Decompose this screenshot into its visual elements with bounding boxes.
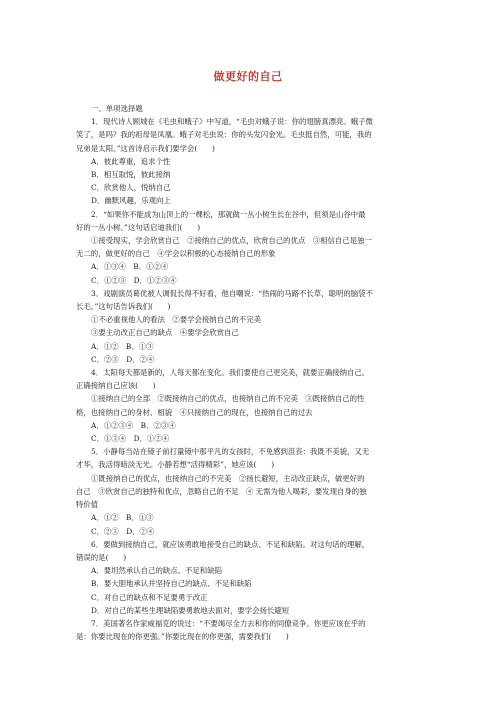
text-line: A．①② B．①③ [91,513,154,523]
text-line: 才华，我活得暗淡无光。小静若想“活得精彩”，她应该( ) [76,460,275,470]
text-line: 3．戏剧演员葛优被人调侃长得不好看，他自嘲说：“热闹的马路不长草，聪明的脑袋不 [91,288,373,298]
text-line: 6．要做到接纳自己，就应该勇敢地接受自己的缺点、不足和缺陷。对这句话的理解， [91,539,370,549]
text-line: A．要坦然承认自己的缺点、不足和缺陷 [91,566,222,576]
question-body [76,102,416,643]
text-line: 格，也接纳自己的身材、相貌 ④只接纳自己的现在，也接纳自己的过去 [76,407,313,417]
text-line: D．幽默风趣，乐观向上 [91,196,171,206]
text-line: B．相互取悦，彼此接纳 [91,170,171,180]
text-line: C．②③ D．②④ [91,354,155,364]
page-title: 做更好的自己 [213,70,283,83]
text-line: ③要主动改正自己的缺点 ④要学会欣赏自己 [91,328,239,338]
text-line: 长毛。”这句话告诉我们( ) [76,302,171,312]
text-line: C．①②③ D．①②③④ [91,275,177,285]
text-line: ①既接纳自己的优点，也接纳自己的不完美 ②扬长避短，主动改正缺点，做更好的 [91,473,365,483]
text-line: 好的一丛小树。”这句话启迪我们( ) [76,222,201,232]
text-line: 无二的，做更好的自己 ④学会以积极的心态接纳自己的形象 [76,249,276,259]
text-line: A．①②③④ B．②③④ [91,420,176,430]
text-line: D．对自己的某些生理缺陷要勇敢地去面对，要学会扬长避短 [91,605,290,615]
text-line: C．①③④ D．①②④ [91,434,170,444]
text-line: ①接受现实，学会欣赏自己 ②接纳自己的优点，欣赏自己的优点 ③相信自己是独一 [91,236,372,246]
text-line: 兄弟是太阳。”这首诗启示我们要学会( ) [76,143,215,153]
text-line: 7．美国著名作家威福克的说过：“不要竭尽全力去和你的同僚竞争。你更应该在乎的 [91,618,366,628]
text-line: 笑了，是吗？我的祖母是凤凰。蛾子对毛虫说：你的头发闪金光。毛虫挺自然，可能，我的 [76,130,372,140]
text-line: ①接纳自己的全部 ②既接纳自己的优点，也接纳自己的不完美 ③既接纳自己的性 [91,394,365,404]
text-line: 一、单项选择题 [91,104,143,113]
text-line: 2．“如果你不能成为山顶上的一棵松，那就做一丛小树生长在谷中，但须是山谷中最 [91,209,366,219]
text-line: A．①② B．①③ [91,341,154,351]
text-line: B．要大胆地承认并坚持自己的缺点、不足和缺陷 [91,579,252,589]
text-line: A．彼此尊重，追求个性 [91,156,171,166]
text-line: 正确接纳自己应该( ) [76,381,156,391]
text-line: C．欣赏他人，悦纳自己 [91,183,171,193]
text-line: 自己 ③欣赏自己的独特和优点，忽略自己的不足 ④ 无需为他人喝彩，要发现自身的独 [76,486,367,496]
text-line: ①不必重视他人的看法 ②要学会接纳自己的不完美 [91,315,261,325]
text-line: 4．太阳每天都是新的，人每天都在变化。我们要使自己更完美，就要正确接纳自己。 [91,368,370,378]
text-line: 5．小静每当站在镜子前打量镜中那平凡的女孩时，不免感到沮丧：我既不美貌，又无 [91,447,370,457]
text-line: 特价值 [76,500,99,510]
text-line: A．①③④ B．①②④ [91,262,169,272]
text-line: C．对自己的缺点和不足要勇于改正 [91,592,208,602]
text-line: 1．现代诗人顾城在《毛虫和蛾子》中写道，“毛虫对蛾子说：你的翅膀真漂亮。蛾子微 [91,117,373,127]
text-line: 错误的是( ) [76,552,127,562]
text-line: C．②③ D．②④ [91,526,155,536]
text-line: 是：你要比现在的你更强。”你要比现在的你更强，需要我们( ) [76,632,289,642]
